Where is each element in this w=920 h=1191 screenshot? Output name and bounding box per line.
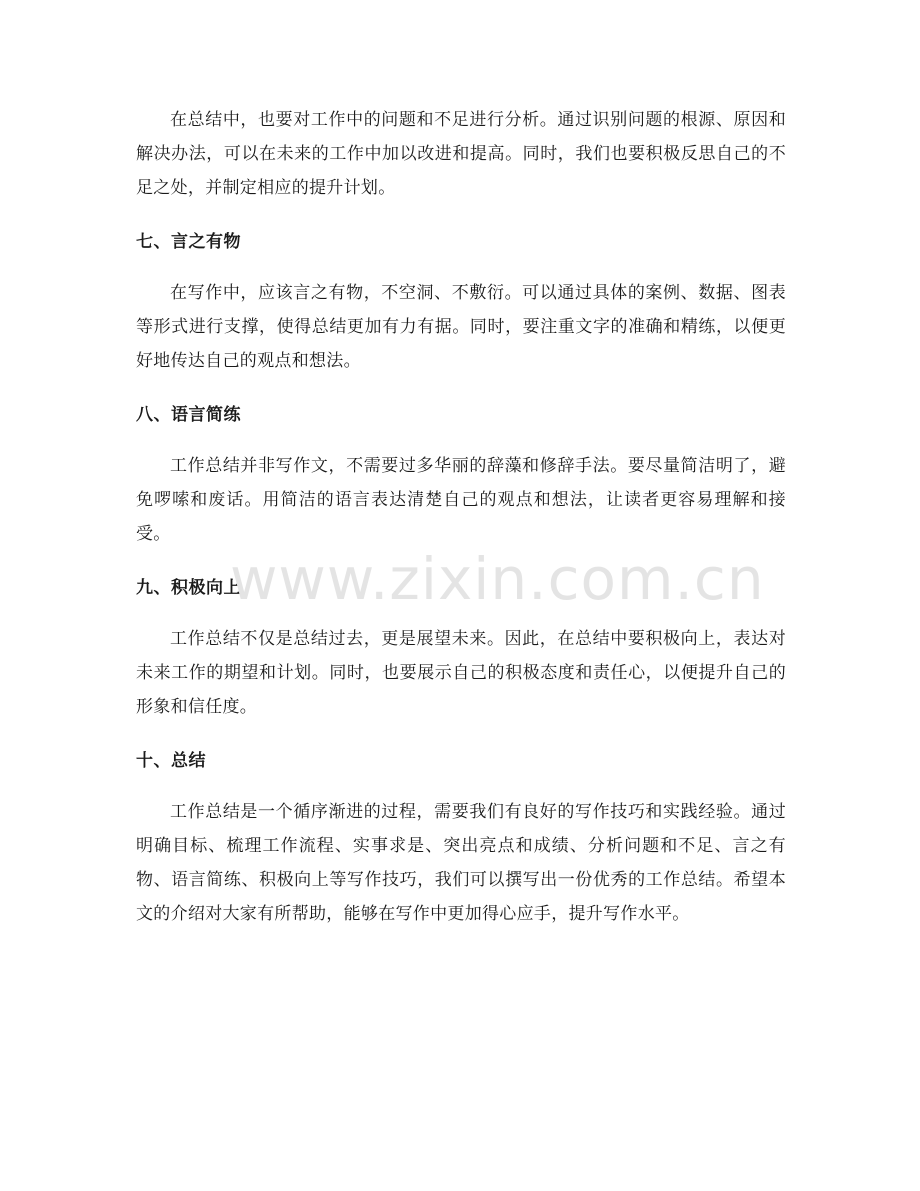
document-body [136,103,786,931]
heading-section-7: 七、言之有物 [136,232,241,252]
paragraph-section-8: 工作总结并非写作文，不需要过多华丽的辞藻和修辞手法。要尽量简洁明了，避免啰嗦和废话。用简洁的语言表达清楚自己的观点和想法，让读者更容易理解和接受。 [136,456,786,544]
paragraph-section-10: 工作总结是一个循序渐进的过程，需要我们有良好的写作技巧和实践经验。通过明确目标、梳理工作流程、实事求是、突出亮点和成绩、分析问题和不足、言之有物、语言简练、积极向上等写作技巧，我们可以撰写出一份优秀的工作总结。希望本文的介绍对大家有所帮助，能够在写作中更加得心应手，提升写作水平。 [136,802,786,924]
paragraph-analysis: 在总结中，也要对工作中的问题和不足进行分析。通过识别问题的根源、原因和解决办法，可以在未来的工作中加以改进和提高。同时，我们也要积极反思自己的不足之处，并制定相应的提升计划。 [136,110,786,198]
heading-section-8: 八、语言简练 [136,405,241,425]
paragraph-section-9: 工作总结不仅是总结过去，更是展望未来。因此，在总结中要积极向上，表达对未来工作的期望和计划。同时，也要展示自己的积极态度和责任心，以便提升自己的形象和信任度。 [136,629,786,717]
heading-section-9: 九、积极向上 [136,578,241,598]
watermark-text: www.zixin.com.cn [230,545,765,613]
paragraph-section-7: 在写作中，应该言之有物，不空洞、不敷衍。可以通过具体的案例、数据、图表等形式进行支撑，使得总结更加有力有据。同时，要注重文字的准确和精练，以便更好地传达自己的观点和想法。 [136,283,786,371]
heading-section-10: 十、总结 [136,751,206,771]
